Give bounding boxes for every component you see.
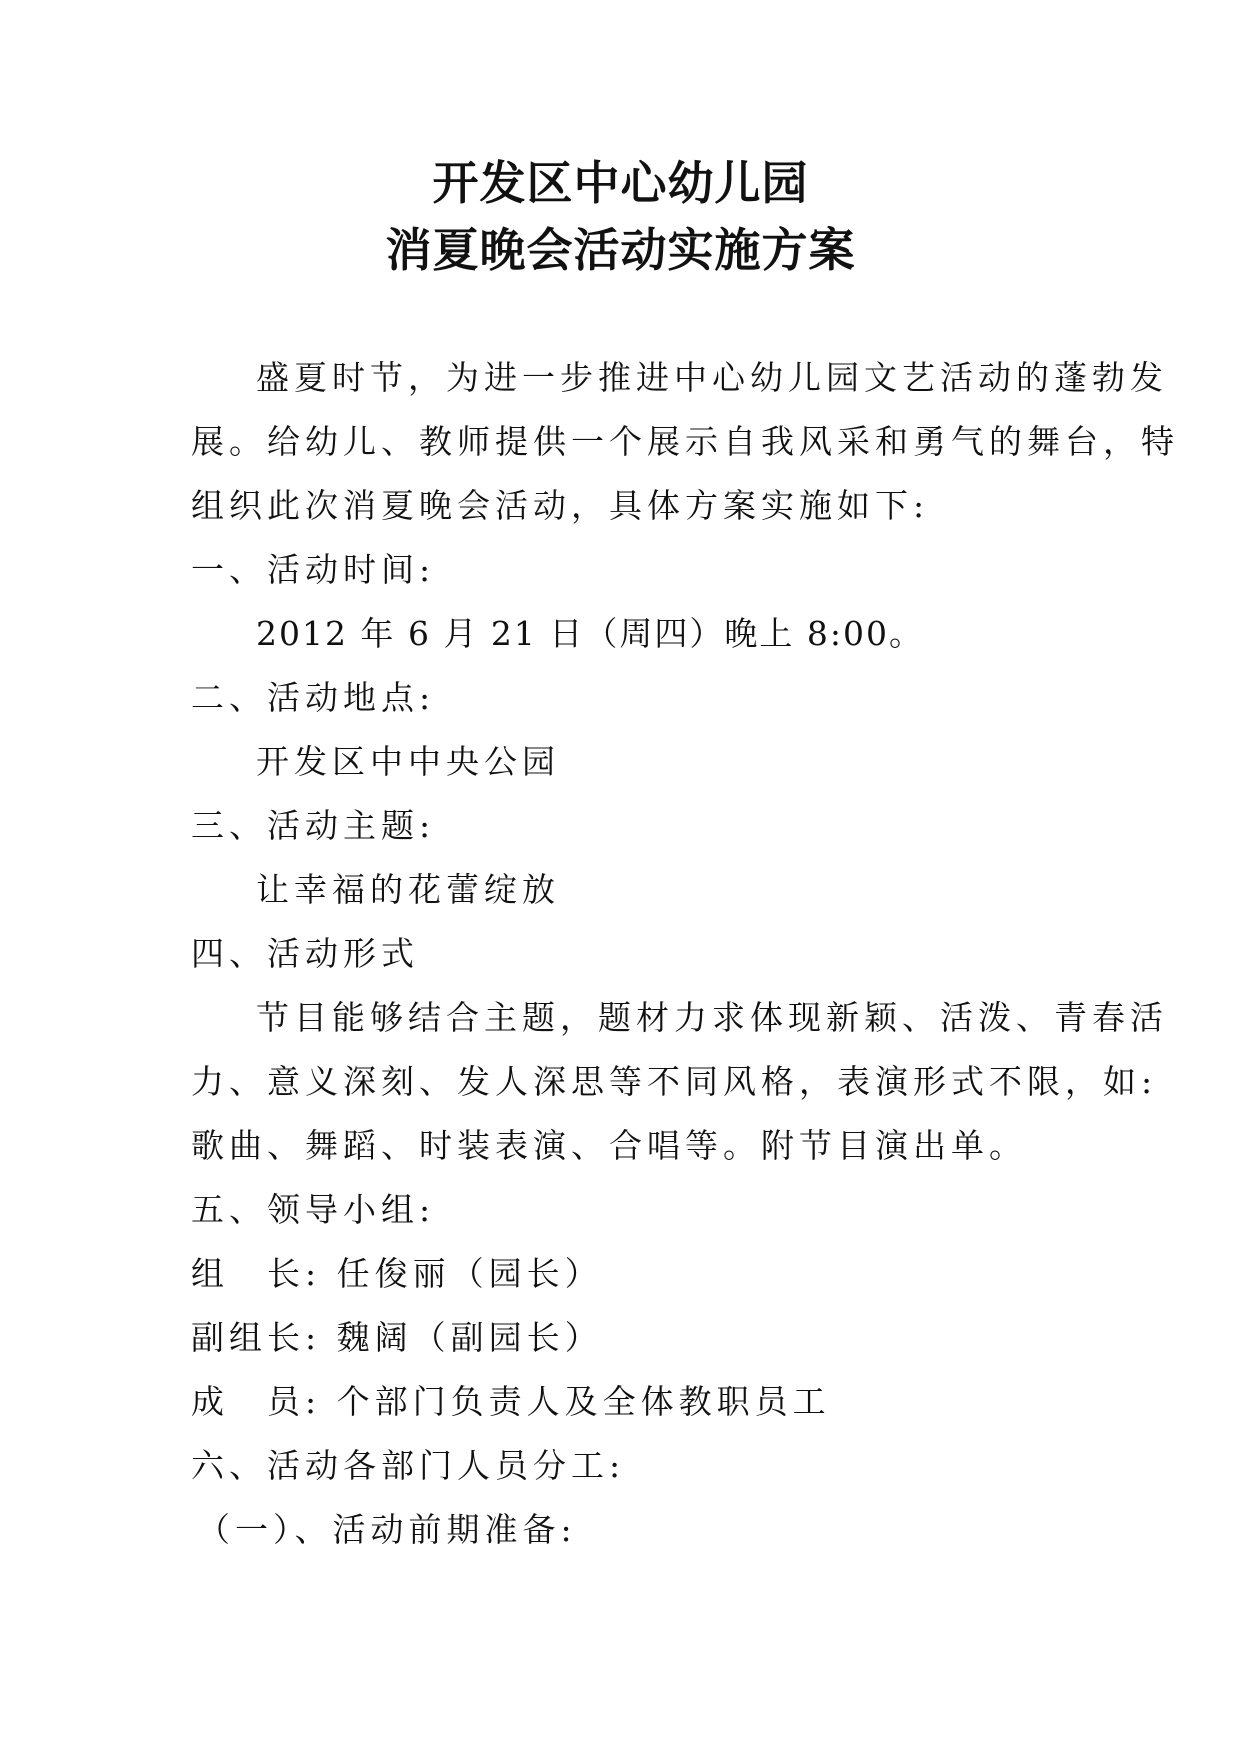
activity-format-line-1: 节目能够结合主题，题材力求体现新颖、活泼、青春活: [256, 998, 1168, 1037]
activity-time: 2012 年 6 月 21 日（周四）晚上 8:00。: [256, 614, 925, 653]
intro-line-3: 组织此次消夏晚会活动，具体方案实施如下:: [191, 486, 930, 525]
document-subtitle: 消夏晚会活动实施方案: [385, 223, 856, 277]
section-heading: 三、活动主题:: [191, 806, 436, 845]
section-heading: 五、领导小组:: [191, 1190, 436, 1229]
activity-format-line-3: 歌曲、舞蹈、时装表演、合唱等。附节目演出单。: [191, 1126, 1027, 1165]
leader-line: 组 长: 任俊丽（园长）: [191, 1254, 603, 1293]
section-heading: 二、活动地点:: [191, 678, 436, 717]
intro-line-1: 盛夏时节，为进一步推进中心幼儿园文艺活动的蓬勃发: [256, 358, 1168, 397]
deputy-leader-line: 副组长: 魏阔（副园长）: [191, 1318, 603, 1357]
section-heading: 一、活动时间:: [191, 550, 436, 589]
activity-theme: 让幸福的花蕾绽放: [256, 870, 560, 909]
document-title: 开发区中心幼儿园: [432, 156, 809, 210]
members-line: 成 员: 个部门负责人及全体教职员工: [191, 1382, 831, 1421]
intro-line-2: 展。给幼儿、教师提供一个展示自我风采和勇气的舞台，特: [191, 422, 1179, 461]
activity-location: 开发区中中央公园: [256, 742, 560, 781]
activity-format-line-2: 力、意义深刻、发人深思等不同风格，表演形式不限，如:: [191, 1062, 1158, 1101]
subsection-heading: （一）、活动前期准备:: [197, 1510, 577, 1549]
section-heading: 六、活动各部门人员分工:: [191, 1446, 626, 1485]
section-heading: 四、活动形式: [191, 934, 419, 973]
